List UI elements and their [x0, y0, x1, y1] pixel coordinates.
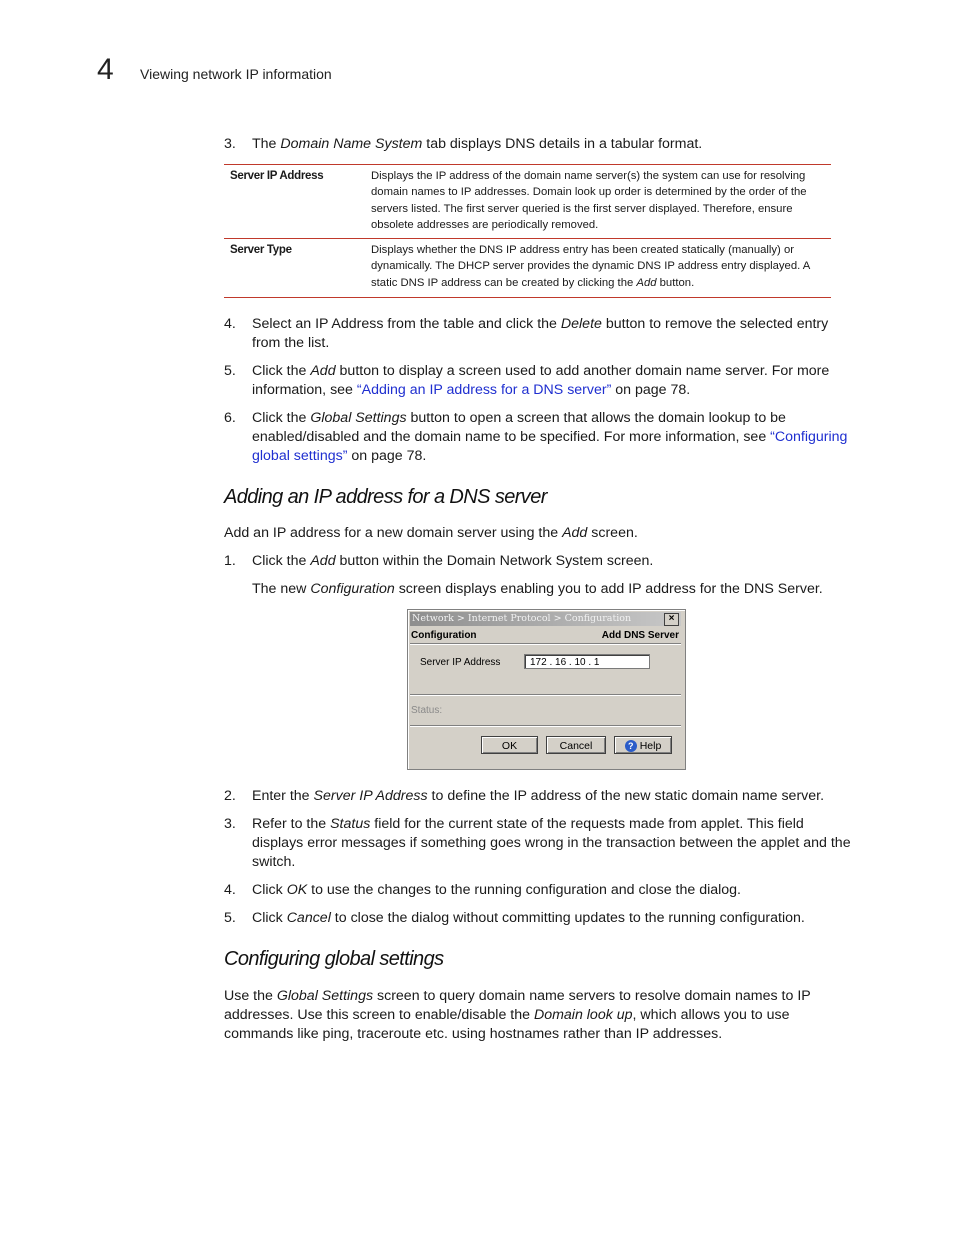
help-icon: ?: [625, 740, 637, 752]
help-label: Help: [639, 740, 662, 752]
table-term: Server Type: [224, 239, 371, 298]
list-item: [224, 362, 864, 402]
step-text: Enter the Server IP Address to define the IP address of the new static domain name server.: [252, 788, 825, 804]
divider: [410, 643, 681, 645]
step-text: Click the Add button to display a screen used to add another domain name server. For more information, see “Adding an IP address for a DNS server” on page 78.: [252, 363, 830, 398]
step-number: 6.: [224, 410, 236, 426]
xref-link-adding-ip[interactable]: “Adding an IP address for a DNS server”: [356, 382, 612, 398]
table-desc: Displays the IP address of the domain name server(s) the system can use for resolving domain names to IP addresses. Domain look up order is determined by the order of the servers listed. The first server queried is the first server displayed. Therefore, ensure obsolete addresses are periodically removed.: [371, 165, 831, 239]
step-text: Select an IP Address from the table and click the Delete button to remove the selected entry from the list.: [252, 316, 829, 351]
xref-link-global-settings[interactable]: “Configuring global settings”: [252, 429, 848, 464]
dialog-header-subtitle: Add DNS Server: [601, 630, 679, 641]
step-number: 5.: [224, 910, 236, 926]
list-item: [224, 881, 864, 901]
close-icon[interactable]: ×: [664, 613, 679, 626]
dialog-header-title: Configuration: [411, 630, 477, 641]
section-body: Use the Global Settings screen to query domain name servers to resolve domain names to IP addresses. Use this screen to enable/disable the Domain look up, which allows you to use commands like ping, traceroute etc. using hostnames rather than IP addresses.: [224, 988, 811, 1042]
dns-field-table: [224, 164, 831, 298]
server-ip-label: Server IP Address: [420, 657, 501, 668]
list-item: [224, 909, 864, 929]
step-text: Click OK to use the changes to the running configuration and close the dialog.: [252, 882, 742, 898]
cancel-button[interactable]: Cancel: [546, 736, 606, 754]
step-text: Click Cancel to close the dialog without committing updates to the running configuration.: [252, 910, 805, 926]
step-text: Click the Add button within the Domain Network System screen.: [252, 553, 654, 569]
section-heading: Configuring global settings: [224, 948, 444, 970]
step-number: 4.: [224, 316, 236, 332]
list-item: [224, 315, 864, 355]
table-row: [224, 165, 831, 239]
list-item: [224, 787, 864, 807]
server-ip-input[interactable]: 172 . 16 . 10 . 1: [524, 654, 650, 669]
step-text: Refer to the Status field for the current state of the requests made from applet. This field displays error messages if something goes wrong in the transaction between the applet and the switch.: [252, 816, 851, 870]
list-item: [224, 409, 864, 469]
add-dns-server-dialog: [407, 609, 686, 770]
step-note: The new Configuration screen displays enabling you to add IP address for the DNS Server.: [252, 581, 823, 597]
help-button[interactable]: [614, 736, 672, 754]
list-item: [224, 815, 864, 875]
dialog-title-bar[interactable]: [410, 612, 681, 626]
table-term: Server IP Address: [224, 165, 371, 239]
ok-button[interactable]: OK: [481, 736, 538, 754]
step-text: The Domain Name System tab displays DNS details in a tabular format.: [252, 136, 703, 152]
step-text: Click the Global Settings button to open a screen that allows the domain lookup to be enabled/disabled and the domain name to be specified. For more information, see “Configuring global settings” on page 78.: [252, 410, 848, 464]
divider: [410, 725, 681, 727]
section-intro: Add an IP address for a new domain server using the Add screen.: [224, 525, 638, 541]
status-field: Status:: [411, 705, 443, 716]
chapter-number: 4: [97, 53, 114, 86]
table-desc: Displays whether the DNS IP address entry has been created statically (manually) or dynamically. The DHCP server provides the dynamic DNS IP address entry displayed. A static DNS IP address can be created by clicking the Add button.: [371, 239, 831, 298]
dialog-breadcrumb: Network > Internet Protocol > Configuration: [412, 613, 632, 624]
section-heading: Adding an IP address for a DNS server: [224, 486, 547, 508]
step-number: 5.: [224, 363, 236, 379]
step-number: 1.: [224, 553, 236, 569]
table-row: [224, 239, 831, 298]
divider: [410, 694, 681, 696]
step-number: 3.: [224, 816, 236, 832]
step-number: 2.: [224, 788, 236, 804]
step-number: 4.: [224, 882, 236, 898]
list-item: [224, 552, 864, 572]
running-title: Viewing network IP information: [140, 66, 332, 82]
step-number: 3.: [224, 136, 236, 152]
